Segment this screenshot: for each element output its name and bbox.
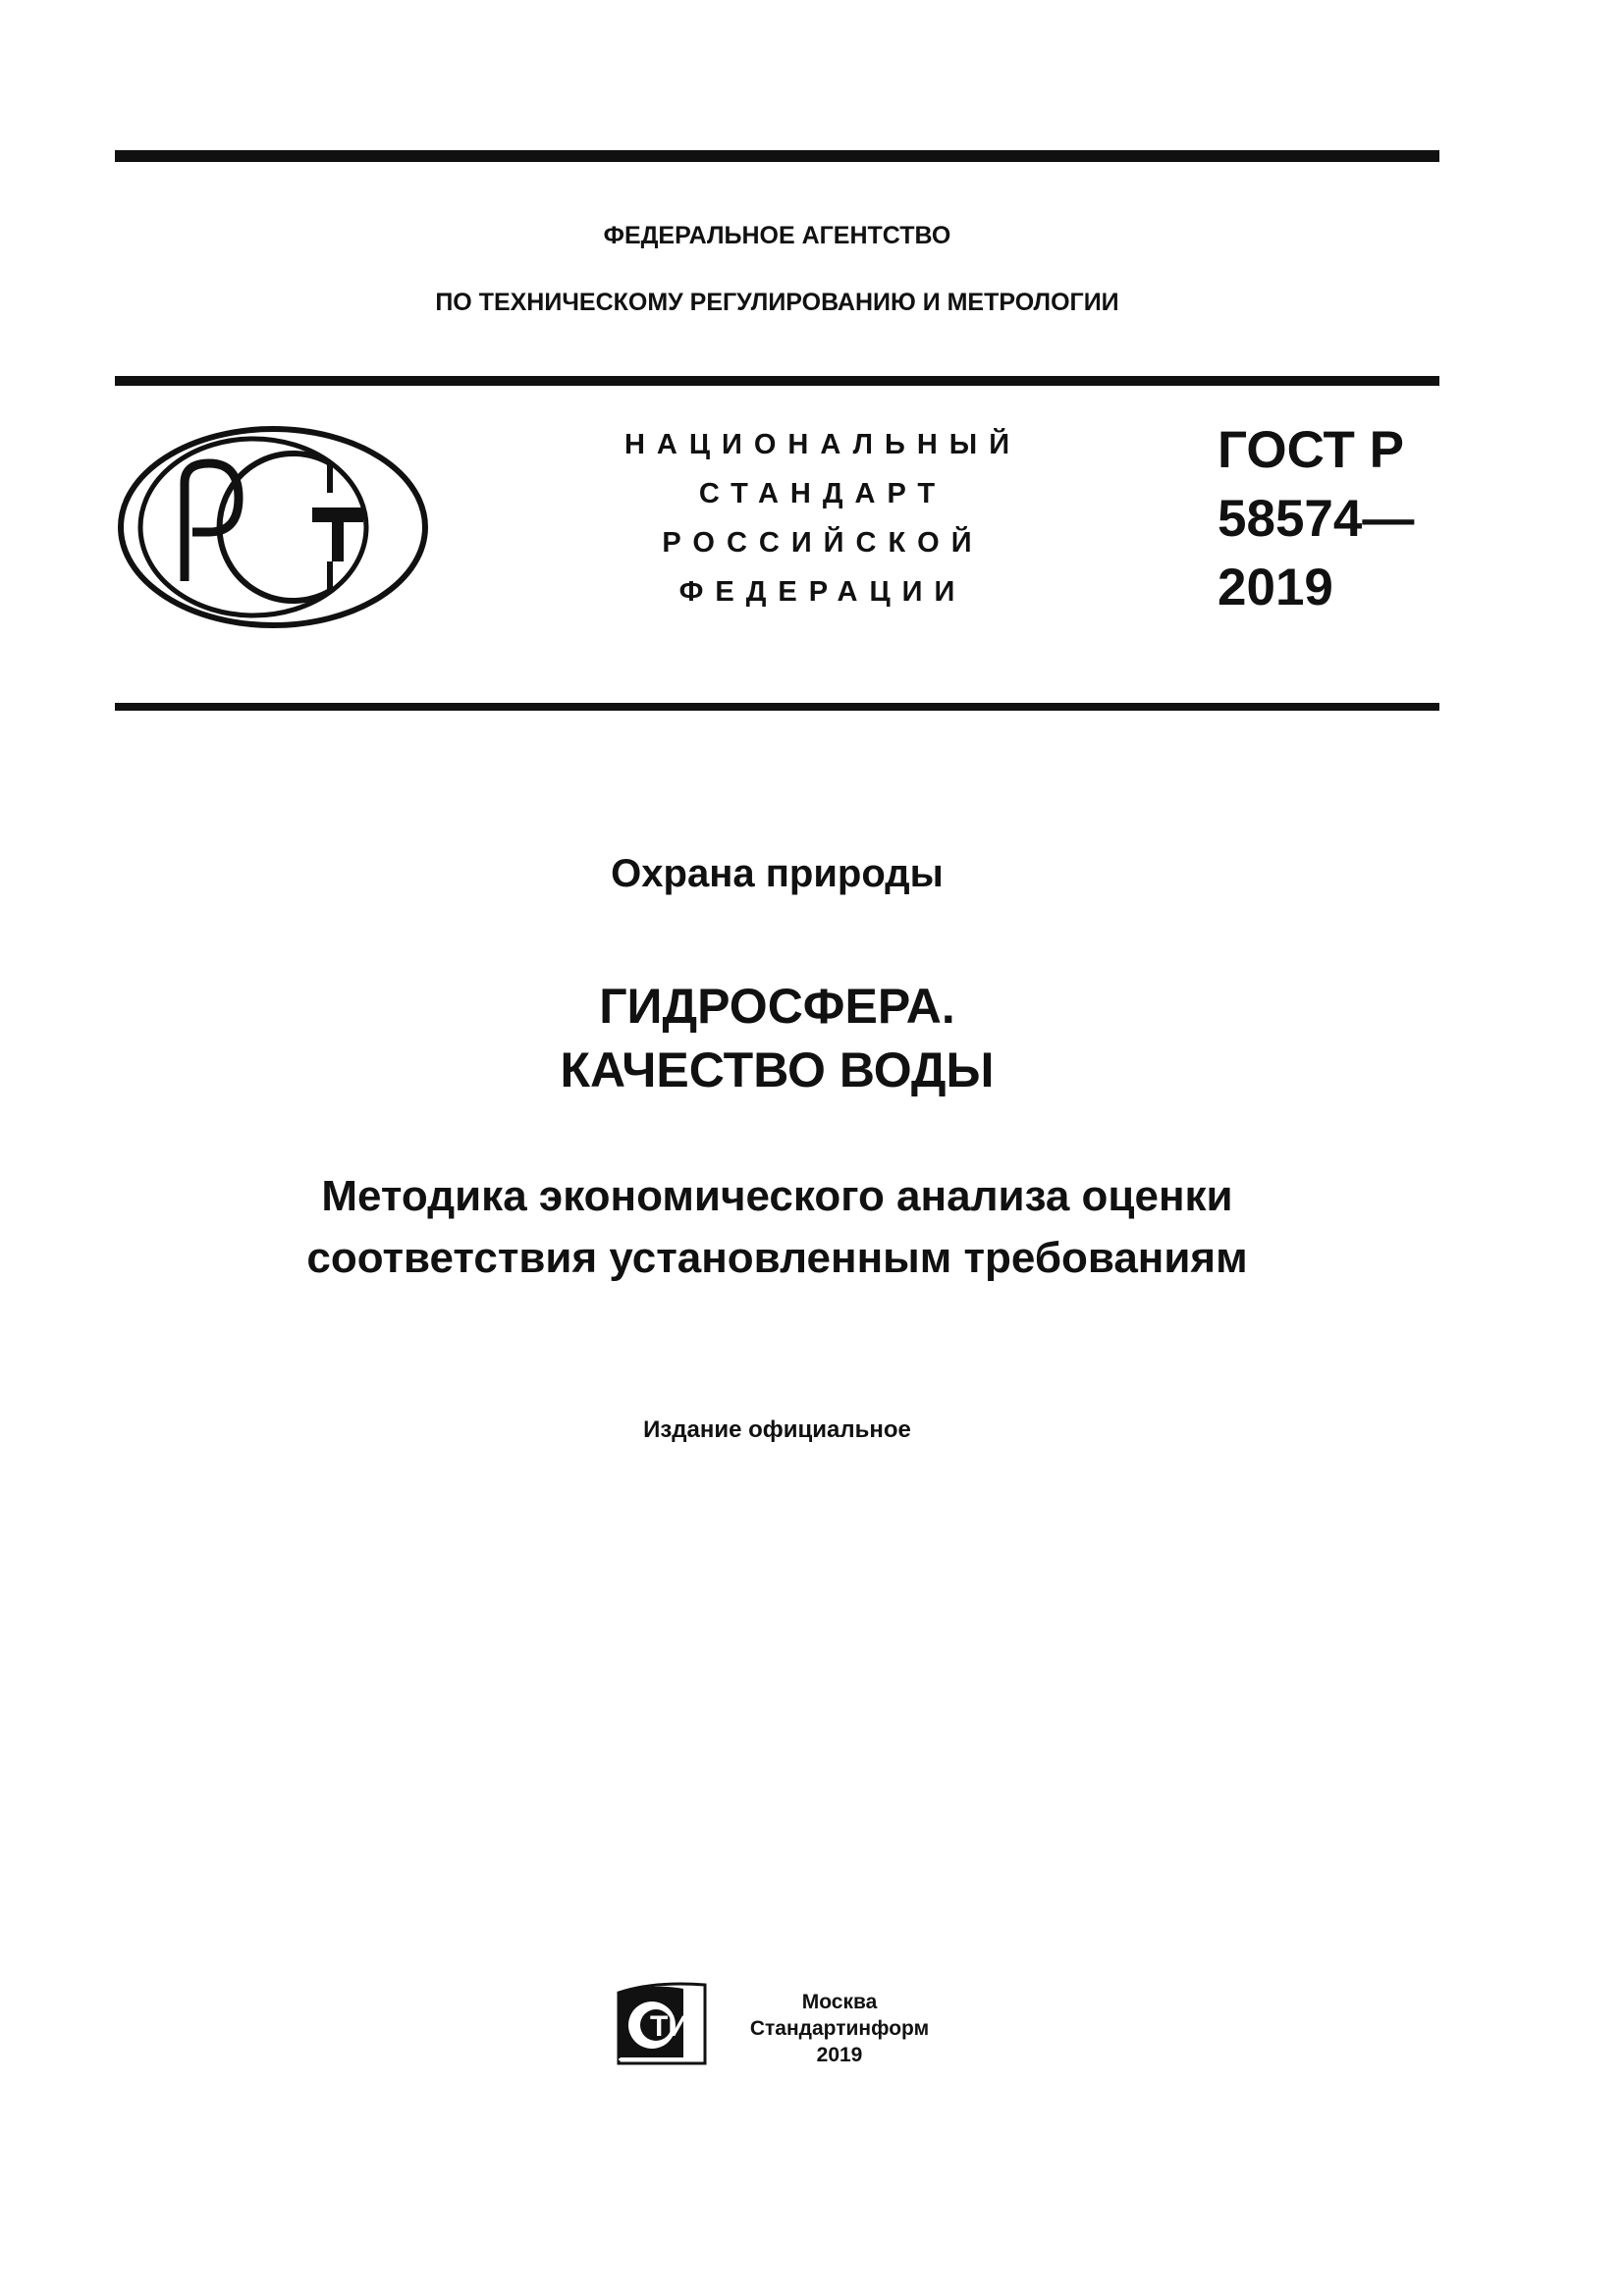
publisher-name: Стандартинформ	[749, 2017, 930, 2040]
publisher-city: Москва	[801, 1991, 878, 2013]
national-standard-line: СТАНДАРТ	[698, 478, 947, 509]
designation-line: 2019	[1218, 559, 1333, 616]
rst-logo	[116, 424, 430, 630]
title-group: Охрана природы	[611, 852, 944, 895]
header-bottom-rule	[115, 703, 1439, 711]
title-sub-line-1: Методика экономического анализа оценки	[321, 1172, 1233, 1220]
title-sub-line-2: соответствия установленным требованиям	[306, 1234, 1248, 1282]
edition-label: Издание официальное	[643, 1416, 911, 1443]
national-standard-line: ФЕДЕРАЦИИ	[678, 576, 967, 608]
header-rule	[115, 376, 1439, 386]
national-standard-line: НАЦИОНАЛЬНЫЙ	[623, 429, 1022, 460]
title-main-line-2: КАЧЕСТВО ВОДЫ	[560, 1042, 995, 1097]
svg-text:ТИ: ТИ	[650, 2010, 689, 2043]
title-main-line-1: ГИДРОСФЕРА.	[599, 979, 955, 1034]
national-standard-label	[589, 420, 1056, 616]
agency-line-1: ФЕДЕРАЛЬНОЕ АГЕНТСТВО	[603, 222, 951, 249]
agency-line-2: ПО ТЕХНИЧЕСКОМУ РЕГУЛИРОВАНИЮ И МЕТРОЛОГИИ	[435, 289, 1119, 316]
publisher-year: 2019	[816, 2044, 863, 2066]
publisher-info	[727, 1989, 952, 2068]
standartinform-logo	[615, 1981, 709, 2067]
top-rule	[115, 150, 1439, 162]
national-standard-line: РОССИЙСКОЙ	[662, 527, 984, 559]
designation-line: 58574—	[1218, 490, 1415, 548]
standard-designation	[1218, 416, 1414, 622]
designation-line: ГОСТ Р	[1218, 421, 1404, 479]
